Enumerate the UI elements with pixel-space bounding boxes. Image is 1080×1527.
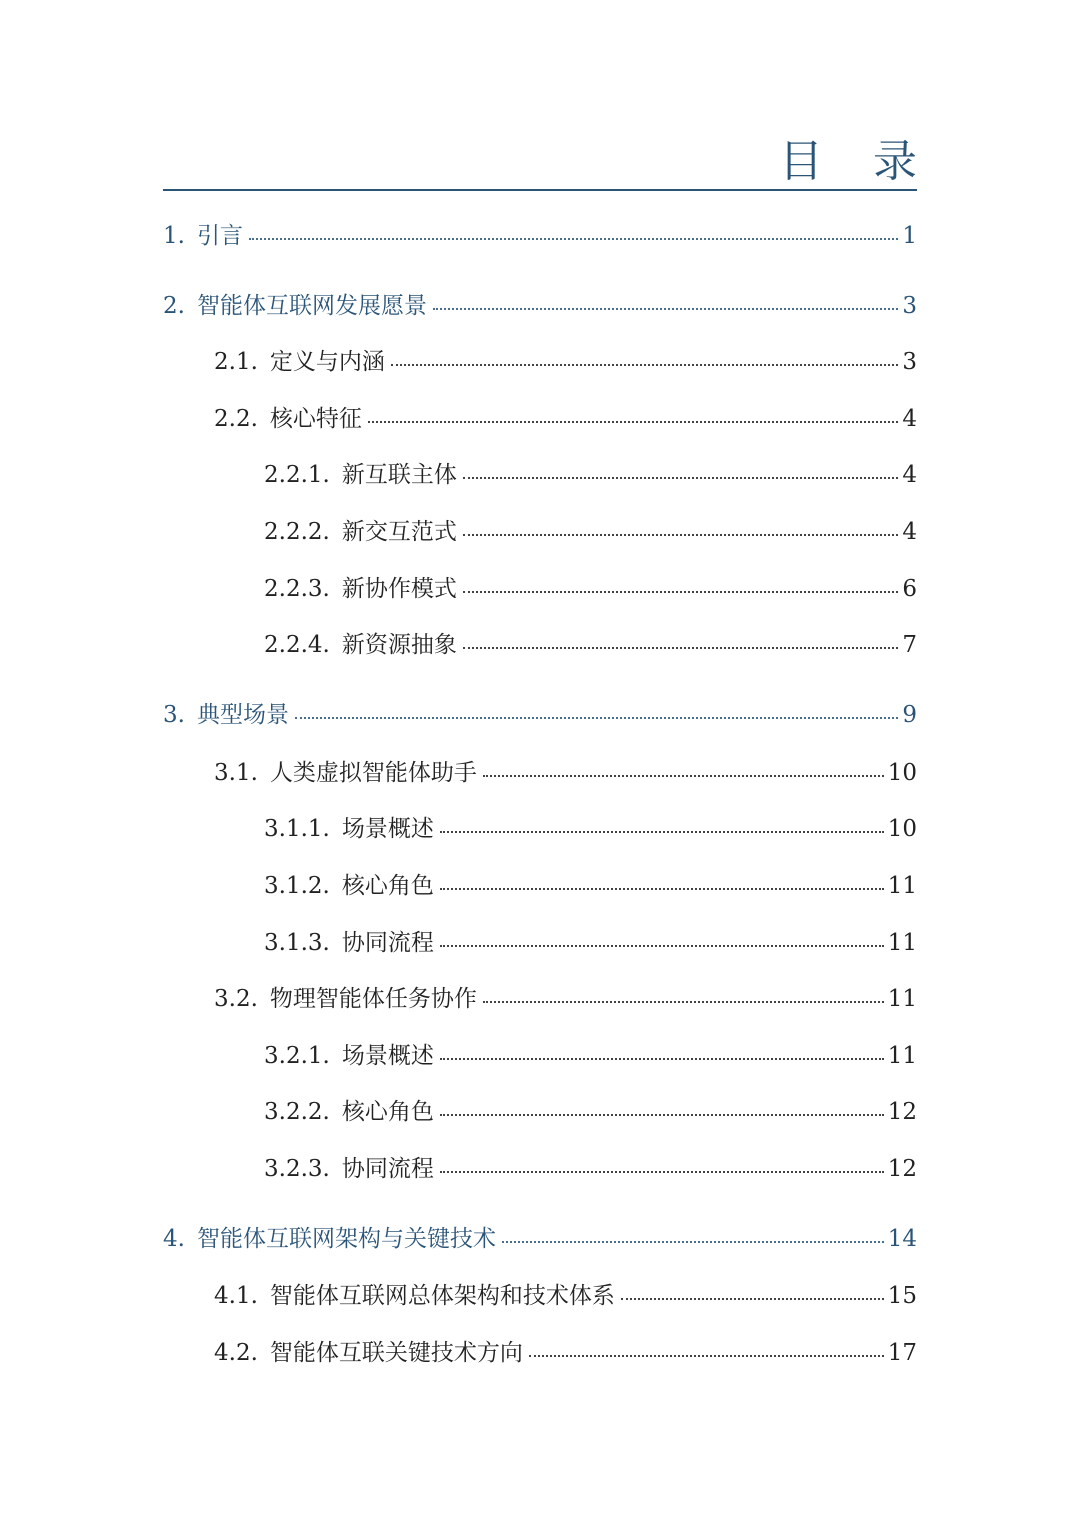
- toc-entry-title: 核心角色: [341, 1099, 434, 1125]
- toc-entry-title: 引言: [196, 223, 243, 249]
- toc-leader-dots: [483, 1001, 884, 1003]
- toc-entry-number: 1.: [163, 223, 185, 249]
- toc-entry-page: 11: [887, 930, 917, 956]
- toc-leader-dots: [463, 647, 899, 649]
- toc-entry-page: 17: [887, 1340, 917, 1366]
- toc-entry-number: 3.2.2.: [264, 1099, 330, 1125]
- toc-entry-title: 新交互范式: [341, 519, 457, 545]
- toc-entry-page: 11: [887, 986, 917, 1012]
- toc-entry-page: 6: [902, 576, 917, 602]
- toc-entry-number: 3.1.1.: [264, 816, 330, 842]
- toc-entry-number: 2.1.: [214, 349, 258, 375]
- toc-entry-title: 定义与内涵: [269, 349, 385, 375]
- toc-entry-3-2-3[interactable]: [264, 1152, 917, 1186]
- toc-entry-page: 3: [902, 349, 917, 375]
- toc-leader-dots: [368, 421, 898, 423]
- toc-entry-page: 10: [887, 760, 917, 786]
- toc-entry-page: 4: [902, 519, 917, 545]
- toc-entry-title: 典型场景: [196, 702, 289, 728]
- toc-entry-number: 3.2.: [214, 986, 258, 1012]
- toc-entry-title: 协同流程: [341, 930, 434, 956]
- toc-leader-dots: [440, 1114, 884, 1116]
- toc-entry-3-2-1[interactable]: [264, 1039, 917, 1073]
- page-title: 目 录: [779, 136, 935, 187]
- toc-leader-dots: [463, 477, 899, 479]
- toc-leader-dots: [440, 888, 884, 890]
- toc-entry-number: 3.2.1.: [264, 1043, 330, 1069]
- toc-leader-dots: [295, 717, 898, 719]
- toc-entry-2-2-2[interactable]: [264, 515, 917, 549]
- toc-leader-dots: [440, 1058, 884, 1060]
- toc-entry-number: 4.: [163, 1226, 185, 1252]
- toc-entry-title: 智能体互联关键技术方向: [269, 1340, 523, 1366]
- toc-entry-title: 场景概述: [341, 816, 434, 842]
- toc-entry-2[interactable]: [163, 289, 917, 323]
- toc-entry-4-1[interactable]: [214, 1279, 917, 1313]
- toc-entry-number: 2.: [163, 293, 185, 319]
- toc-entry-number: 2.2.4.: [264, 632, 330, 658]
- toc-entry-page: 4: [902, 406, 917, 432]
- toc-leader-dots: [440, 1171, 884, 1173]
- title-divider: [163, 189, 917, 191]
- toc-entry-page: 9: [902, 702, 917, 728]
- toc-leader-dots: [529, 1355, 884, 1357]
- toc-entry-3-1[interactable]: [214, 756, 917, 790]
- toc-entry-title: 新互联主体: [341, 462, 457, 488]
- toc-entry-2-2[interactable]: [214, 402, 917, 436]
- toc-entry-number: 2.2.: [214, 406, 258, 432]
- toc-entry-page: 11: [887, 1043, 917, 1069]
- toc-entry-number: 2.2.3.: [264, 576, 330, 602]
- toc-entry-page: 3: [902, 293, 917, 319]
- toc-entry-2-2-3[interactable]: [264, 572, 917, 606]
- toc-entry-page: 12: [887, 1099, 917, 1125]
- toc-entry-number: 2.2.2.: [264, 519, 330, 545]
- toc-leader-dots: [621, 1298, 884, 1300]
- toc-entry-number: 3.1.2.: [264, 873, 330, 899]
- toc-entry-3-2[interactable]: [214, 982, 917, 1016]
- toc-entry-page: 14: [887, 1226, 917, 1252]
- toc-entry-page: 15: [887, 1283, 917, 1309]
- toc-entry-2-2-4[interactable]: [264, 628, 917, 662]
- toc-entry-3-2-2[interactable]: [264, 1095, 917, 1129]
- toc-entry-page: 4: [902, 462, 917, 488]
- toc-entry-2-2-1[interactable]: [264, 458, 917, 492]
- toc-leader-dots: [502, 1241, 884, 1243]
- toc-leader-dots: [440, 945, 884, 947]
- toc-entry-title: 智能体互联网架构与关键技术: [196, 1226, 496, 1252]
- toc-leader-dots: [463, 591, 899, 593]
- toc-entry-4-2[interactable]: [214, 1336, 917, 1370]
- toc-entry-1[interactable]: [163, 219, 917, 253]
- toc-entry-4[interactable]: [163, 1222, 917, 1256]
- toc-entry-number: 2.2.1.: [264, 462, 330, 488]
- toc-leader-dots: [483, 775, 884, 777]
- toc-entry-number: 3.1.3.: [264, 930, 330, 956]
- toc-entry-page: 10: [887, 816, 917, 842]
- toc-leader-dots: [463, 534, 899, 536]
- toc-entry-number: 3.: [163, 702, 185, 728]
- toc-entry-title: 新资源抽象: [341, 632, 457, 658]
- toc-entry-number: 3.2.3.: [264, 1156, 330, 1182]
- toc-entry-3-1-3[interactable]: [264, 926, 917, 960]
- toc-entry-page: 1: [902, 223, 917, 249]
- toc-entry-title: 场景概述: [341, 1043, 434, 1069]
- toc-entry-page: 11: [887, 873, 917, 899]
- toc-entry-number: 4.2.: [214, 1340, 258, 1366]
- toc-entry-number: 3.1.: [214, 760, 258, 786]
- toc-entry-title: 协同流程: [341, 1156, 434, 1182]
- toc-leader-dots: [249, 238, 898, 240]
- toc-entry-number: 4.1.: [214, 1283, 258, 1309]
- toc-entry-title: 新协作模式: [341, 576, 457, 602]
- toc-leader-dots: [391, 364, 898, 366]
- toc-entry-3-1-2[interactable]: [264, 869, 917, 903]
- toc-entry-title: 核心角色: [341, 873, 434, 899]
- toc-entry-3[interactable]: [163, 698, 917, 732]
- toc-entry-title: 核心特征: [269, 406, 362, 432]
- toc-entry-title: 智能体互联网发展愿景: [196, 293, 427, 319]
- toc-entry-3-1-1[interactable]: [264, 812, 917, 846]
- toc-entry-page: 7: [902, 632, 917, 658]
- toc-leader-dots: [440, 831, 884, 833]
- toc-entry-page: 12: [887, 1156, 917, 1182]
- toc-entry-2-1[interactable]: [214, 345, 917, 379]
- toc-entry-title: 智能体互联网总体架构和技术体系: [269, 1283, 615, 1309]
- toc-leader-dots: [433, 308, 898, 310]
- toc-entry-title: 人类虚拟智能体助手: [269, 760, 477, 786]
- toc-entry-title: 物理智能体任务协作: [269, 986, 477, 1012]
